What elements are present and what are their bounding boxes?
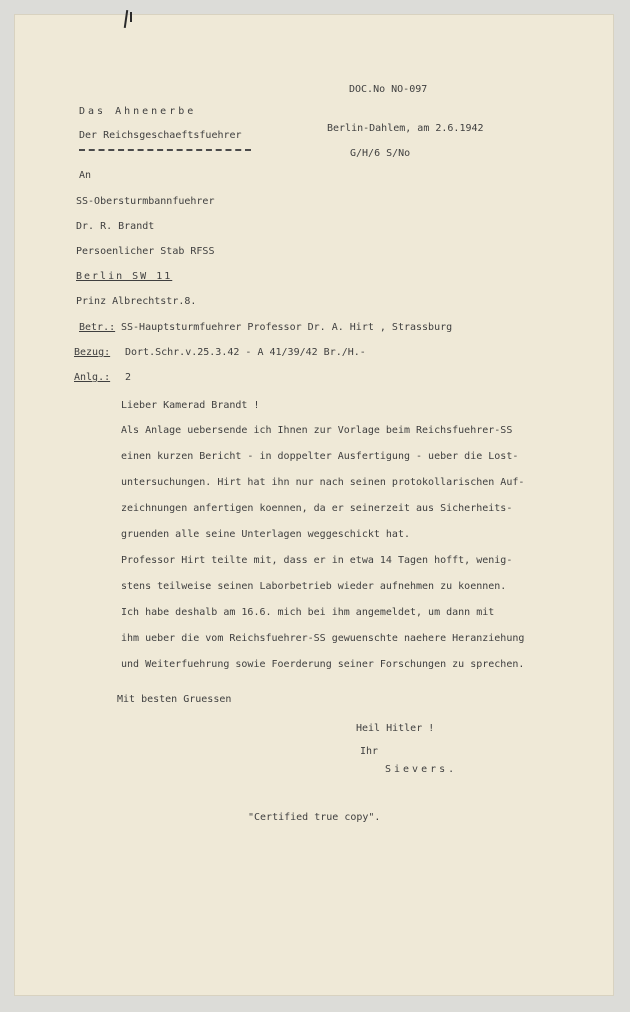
betr-text: SS-Hauptsturmfuehrer Professor Dr. A. Hirt , Strassburg <box>121 322 453 333</box>
recipient-name: Dr. R. Brandt <box>76 221 155 232</box>
reference: G/H/6 S/No <box>350 148 411 159</box>
doc-number: DOC.No NO-097 <box>349 84 428 95</box>
closing: Mit besten Gruessen <box>117 694 232 705</box>
paragraph1-line: Als Anlage uebersende ich Ihnen zur Vorlage beim Reichsfuehrer-SS <box>121 425 513 436</box>
bezug-text: Dort.Schr.v.25.3.42 - A 41/39/42 Br./H.- <box>125 347 366 358</box>
paragraph2-line: stens teilweise seinen Laborbetrieb wieder aufnehmen zu koennen. <box>121 581 507 592</box>
to-label: An <box>79 170 92 181</box>
paragraph2-line: Professor Hirt teilte mit, dass er in etwa 14 Tagen hofft, wenig- <box>121 555 513 566</box>
paragraph1-line: zeichnungen anfertigen koennen, da er seinerzeit aus Sicherheits- <box>121 503 513 514</box>
bezug-label: Bezug: <box>74 347 111 358</box>
edge-mark-small <box>130 12 132 22</box>
paragraph1-line: gruenden alle seine Unterlagen weggeschickt hat. <box>121 529 410 540</box>
recipient-city: Berlin SW 11 <box>76 271 173 282</box>
betr-label: Betr.: <box>79 322 116 333</box>
paragraph2-line: ihm ueber die vom Reichsfuehrer-SS gewuenschte naehere Heranziehung <box>121 633 525 644</box>
org-subtitle: Der Reichsgeschaeftsfuehrer <box>79 130 242 141</box>
anl-label: Anlg.: <box>74 372 111 383</box>
paragraph1-line: einen kurzen Bericht - in doppelter Ausfertigung - ueber die Lost- <box>121 451 519 462</box>
anl-text: 2 <box>125 372 132 383</box>
signature: Sievers. <box>385 764 458 775</box>
ihr-line: Ihr <box>360 746 379 757</box>
paragraph2-line: und Weiterfuehrung sowie Foerderung seiner Forschungen zu sprechen. <box>121 659 525 670</box>
salutation: Lieber Kamerad Brandt ! <box>121 400 260 411</box>
paragraph2-line: Ich habe deshalb am 16.6. mich bei ihm angemeldet, um dann mit <box>121 607 495 618</box>
recipient-office: Persoenlicher Stab RFSS <box>76 246 215 257</box>
org-name: Das Ahnenerbe <box>79 106 197 117</box>
divider <box>79 149 251 151</box>
place-date: Berlin-Dahlem, am 2.6.1942 <box>327 123 484 134</box>
certified-note: "Certified true copy". <box>248 812 381 823</box>
paragraph1-line: untersuchungen. Hirt hat ihn nur nach seinen protokollarischen Auf- <box>121 477 525 488</box>
recipient-rank: SS-Obersturmbannfuehrer <box>76 196 215 207</box>
recipient-street: Prinz Albrechtstr.8. <box>76 296 197 307</box>
heil-line: Heil Hitler ! <box>356 723 435 734</box>
